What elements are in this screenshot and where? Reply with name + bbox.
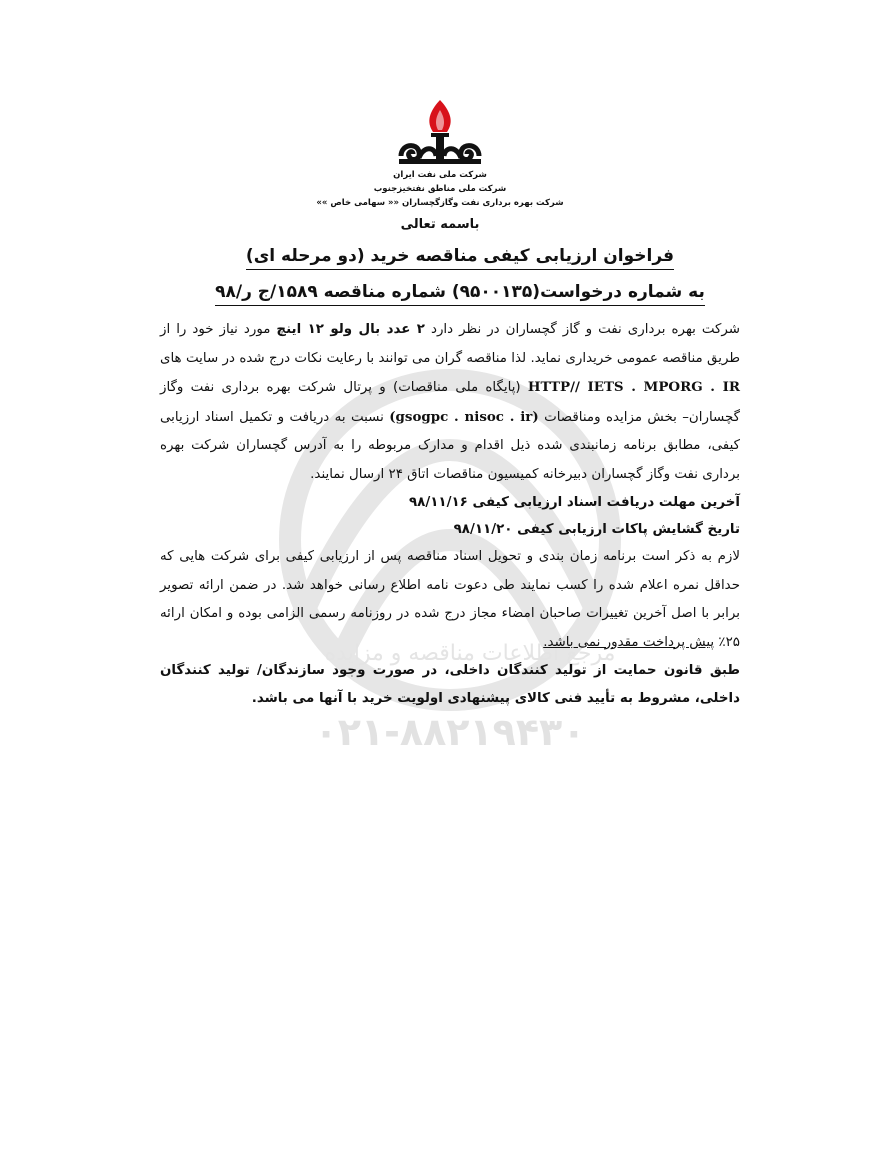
title-text: فراخوان ارزیابی کیفی مناقصه خرید (دو مرحله ای) — [246, 246, 674, 270]
receive-deadline: آخرین مهلت دریافت اسناد ارزیابی کیفی ۹۸/۱۱/۱۶ — [408, 495, 740, 510]
watermark-phone: ۰۲۱-۸۸۲۱۹۴۳۰ — [314, 710, 586, 754]
notes-text: لازم به ذکر است برنامه زمان بندی و تحویل اسناد مناقصه پس از ارزیابی کیفی برای شرکت هایی که حداقل نمره اعلام شده را کسب نمایند طی دعوت نامه اطلاع رسانی خواهد شد. در ضمن ارائه تصویر برابر با اصل آخرین تغییرات صاحبان امضاء مجاز درج شده در روزنامه رسمی الزامی بوده و امکان ارائه ۲۵٪ — [160, 549, 740, 650]
announcement-body — [160, 316, 740, 713]
notes-underlined-text: پیش پرداخت مقدور نمی باشد. — [543, 634, 715, 650]
company-logo — [395, 96, 485, 172]
basmala: باسمه تعالی — [400, 217, 480, 232]
tender-number — [160, 282, 760, 302]
domestic-law-paragraph: طبق قانون حمایت از تولید کنندگان داخلی، در صورت وجود سازندگان/ تولید کنندگان داخلی، مشروط به تأیید فنی کالای پیشنهادی اولویت خرید با آنها می باشد. — [160, 663, 740, 706]
intro-text-2: مورد نیاز خود را از طریق مناقصه عمومی خریداری نماید. لذا مناقصه گران می توانند با رعایت نکات درج شده در سایت های — [160, 322, 740, 366]
site-link-iets[interactable]: HTTP// IETS . MPORG . IR — [527, 379, 740, 395]
watermark-slogan: مرجع اطلاعات مناقصه و مزایده — [324, 641, 616, 666]
tender-number-text: به شماره درخواست(۹۵۰۰۱۳۵) شماره مناقصه ۱۵۸۹/ج ر/۹۸ — [215, 282, 705, 306]
intro-text-3: (پایگاه ملی مناقصات) و پرتال شرکت بهره برداری نفت وگاز گچساران– بخش مزایده ومناقصات — [160, 380, 740, 425]
opening-date: تاریخ گشایش پاکات ارزیابی کیفی ۹۸/۱۱/۲۰ — [453, 522, 740, 537]
org-line-2: شرکت ملی مناطق نفتخیزجنوب — [373, 184, 507, 194]
org-line-1: شرکت ملی نفت ایران — [393, 170, 487, 180]
site-link-gsogpc[interactable]: (gsogpc . nisoc . ir) — [389, 408, 539, 425]
organization-header — [300, 168, 580, 210]
intro-text-1: شرکت بهره برداری نفت و گاز گچساران در نظر دارد — [424, 322, 740, 337]
notes-paragraph — [160, 543, 740, 657]
intro-paragraph — [160, 316, 740, 489]
item-description: ۲ عدد بال ولو ۱۲ اینچ — [276, 322, 425, 337]
org-line-3: شرکت بهره برداری نفت وگازگچساران «« سهامی خاص »» — [316, 198, 564, 208]
intro-text-4: نسبت به دریافت و تکمیل اسناد ارزیابی کیفی، مطابق برنامه زمانبندی شده ذیل اقدام و مدارک مربوطه را به آدرس گچساران شرکت بهره برداری نفت وگاز گچساران دبیرخانه کمیسیون مناقصات اتاق ۲۴ ارسال نمایند. — [160, 409, 740, 482]
page-title — [160, 246, 760, 266]
